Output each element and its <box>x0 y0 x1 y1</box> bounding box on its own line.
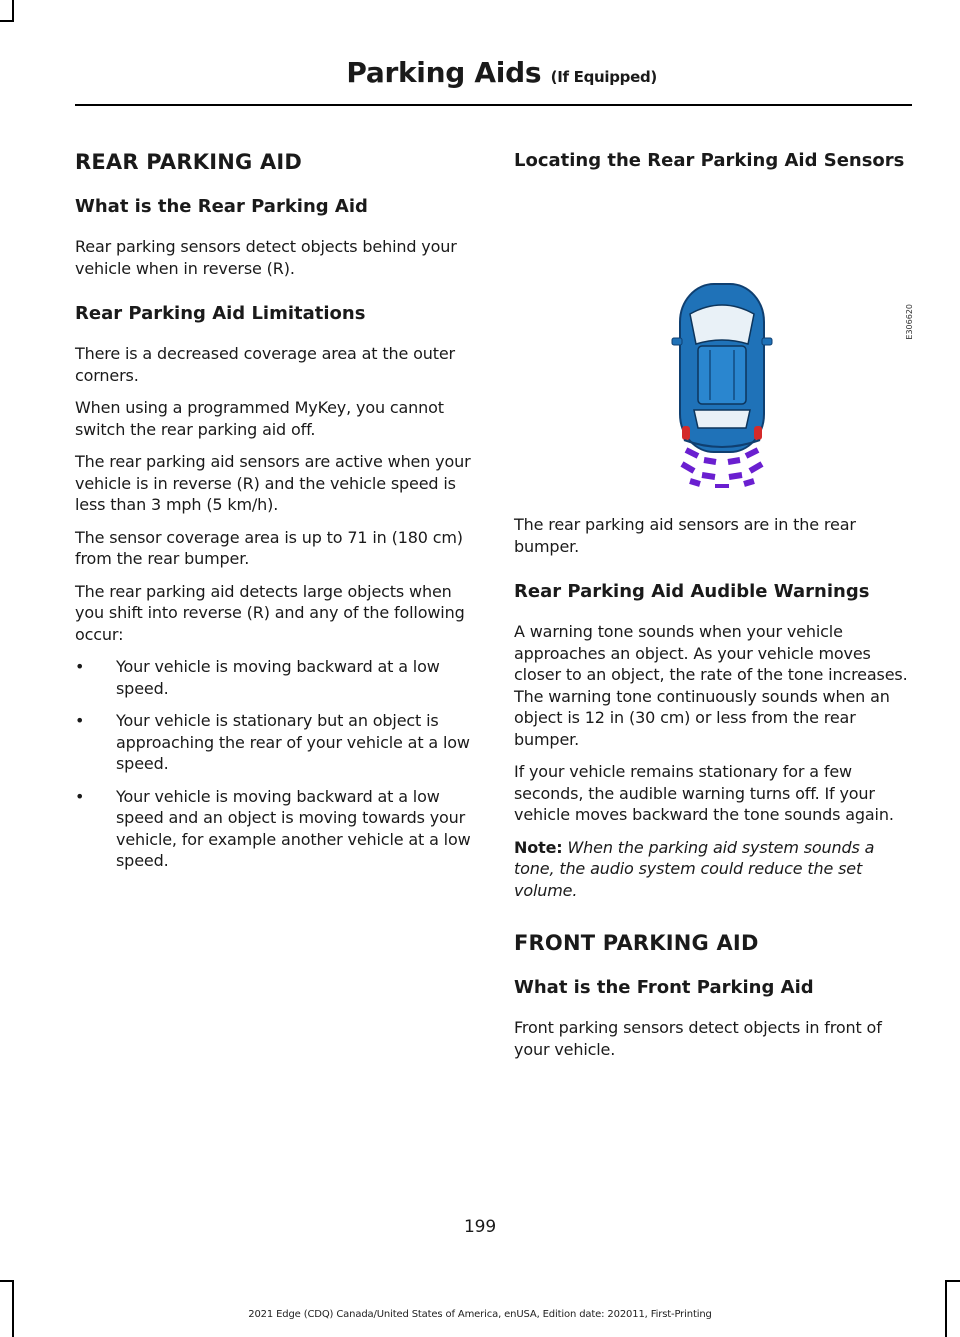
car-illustration <box>514 188 914 488</box>
list-item-text: Your vehicle is moving backward at a low speed. <box>116 657 440 698</box>
header-rule <box>75 104 912 106</box>
side-mirror <box>762 338 772 345</box>
section-title-front: FRONT PARKING AID <box>514 931 759 955</box>
note-label: Note: <box>514 837 563 857</box>
sensor-wave-dash <box>686 450 698 456</box>
heading-what-is-front: What is the Front Parking Aid <box>514 977 814 998</box>
paragraph-audible: A warning tone sounds when your vehicle approaches an object. As your vehicle moves closer to an object, the rate of the tone increases. The warning tone continuously sounds when an object is 12 in (30 cm) or less from the rear bumper. <box>514 622 908 749</box>
sensor-wave-dash <box>729 475 742 477</box>
sensor-wave-dash <box>750 464 762 471</box>
condition-list <box>75 656 475 872</box>
edition-footer: 2021 Edge (CDQ) Canada/United States of America, enUSA, Edition date: 202011, First-Printing <box>248 1309 712 1320</box>
tail-light <box>682 426 690 440</box>
bullet: • <box>75 786 85 806</box>
car-roof <box>698 346 746 404</box>
page-number: 199 <box>464 1217 496 1237</box>
heading-audible-warnings: Rear Parking Aid Audible Warnings <box>514 581 870 602</box>
paragraph-limitation: The rear parking aid sensors are active when your vehicle is in reverse (R) and the vehicle speed is less than 3 mph (5 km/h). <box>75 452 471 514</box>
paragraph-audible: If your vehicle remains stationary for a few seconds, the audible warning turns off. If your vehicle moves backward the tone sounds again. <box>514 762 894 824</box>
list-item <box>75 656 475 699</box>
bullet: • <box>75 657 85 676</box>
sensor-wave-dash <box>690 481 700 484</box>
heading-what-is-rear: What is the Rear Parking Aid <box>75 196 368 217</box>
crop-mark <box>0 1280 14 1282</box>
crop-mark <box>945 1280 960 1282</box>
list-item-text: Your vehicle is moving backward at a low speed and an object is moving towards your vehicle, for example another vehicle at a low speed. <box>116 786 471 870</box>
figure-code: E306620 <box>905 304 914 340</box>
sensor-wave-dash <box>744 481 754 484</box>
page-header-title <box>346 56 657 89</box>
bullet: • <box>75 711 85 730</box>
crop-mark <box>0 20 14 22</box>
rear-sensor-figure <box>514 188 914 488</box>
note <box>514 837 914 902</box>
list-item <box>75 710 475 775</box>
heading-locating-sensors: Locating the Rear Parking Aid Sensors <box>514 150 905 171</box>
right-column <box>514 140 914 1071</box>
crop-mark <box>12 0 14 22</box>
header-title: Parking Aids <box>346 56 542 89</box>
sensor-wave-dash <box>702 475 715 477</box>
sensor-waves <box>682 450 762 487</box>
list-item <box>75 786 475 872</box>
side-mirror <box>672 338 682 345</box>
sensor-wave-dash <box>746 450 758 456</box>
left-column <box>75 140 475 883</box>
paragraph-limitation: The rear parking aid detects large objects when you shift into reverse (R) and any of the following occur: <box>75 581 465 644</box>
list-item-text: Your vehicle is stationary but an object is approaching the rear of your vehicle at a low speed. <box>116 711 470 773</box>
paragraph-limitation: The sensor coverage area is up to 71 in (180 cm) from the rear bumper. <box>75 527 463 568</box>
sensor-wave-dash <box>728 460 740 462</box>
tail-light <box>754 426 762 440</box>
windshield <box>690 305 754 344</box>
header-subtitle: (If Equipped) <box>550 68 657 86</box>
paragraph-limitation: There is a decreased coverage area at the outer corners. <box>75 344 455 385</box>
paragraph-what-is-rear: Rear parking sensors detect objects behind your vehicle when in reverse (R). <box>75 237 457 278</box>
paragraph-sensor-location: The rear parking aid sensors are in the rear bumper. <box>514 515 856 556</box>
sensor-wave-dash <box>682 464 694 471</box>
section-title-rear: REAR PARKING AID <box>75 150 303 174</box>
rear-window <box>694 410 750 428</box>
paragraph-limitation: When using a programmed MyKey, you cannot switch the rear parking aid off. <box>75 398 444 439</box>
sensor-wave-dash <box>704 460 716 462</box>
note-text: When the parking aid system sounds a tone, the audio system could reduce the set volume. <box>514 837 875 900</box>
paragraph-what-is-front: Front parking sensors detect objects in front of your vehicle. <box>514 1018 882 1059</box>
heading-limitations: Rear Parking Aid Limitations <box>75 303 366 324</box>
